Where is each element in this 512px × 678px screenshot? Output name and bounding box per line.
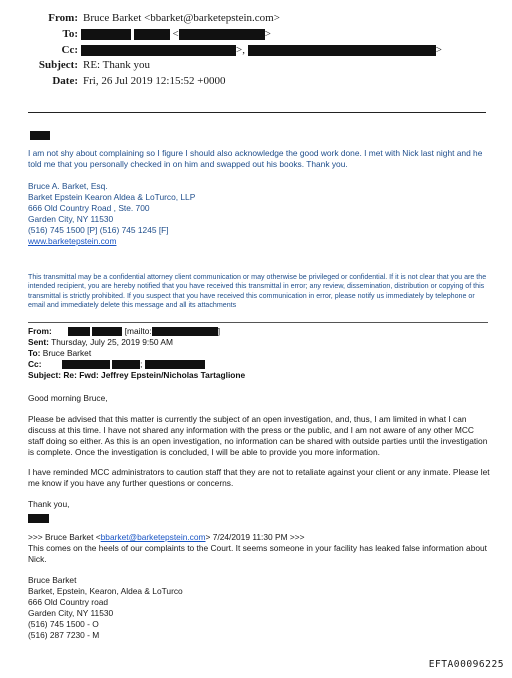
- from-value: Bruce Barket <bbarket@barketepstein.com>: [83, 12, 280, 24]
- quoted-greeting: Good morning Bruce,: [28, 393, 108, 403]
- website-link[interactable]: www.barketepstein.com: [28, 235, 117, 246]
- redaction-block: [68, 327, 90, 336]
- to-value: < >: [81, 28, 271, 40]
- reply-body: I am not shy about complaining so I figure I should also acknowledge the good work done. I met with Nick last night and he told me that you personally checked in on him and swapped out his books. Thank you.: [28, 148, 483, 169]
- redaction-block: [81, 45, 236, 56]
- quoted-sent-value: Thursday, July 25, 2019 9:50 AM: [51, 336, 173, 347]
- redaction-block: [62, 360, 110, 369]
- quoted-paragraph-1: Please be advised that this matter is currently the subject of an open investigation, and, thus, I am limited in what I can discuss at this time. I have not shared any information with the press or the public, and I am not aware of any other MCC staff doing so either. As this is an open investigation, no information can be shared with outside parties until the investigation is complete. Once the investigation is concluded, I will be able to provide you more information.: [28, 414, 488, 457]
- quoted-sender-redacted: [28, 510, 49, 528]
- confidentiality-disclaimer: This transmittal may be a confidential attorney client communication or may otherwise be privileged or confidential. If it is not clear that you are the intended recipient, you are hereby notified that you have received this transmittal in error; any review, dissemination, distribution or copying of this transmittal is strictly prohibited. If you suspect that you have received this communication in error, please notify us immediately by telephone or email and immediately delete this message and all its attachments: [28, 273, 487, 309]
- reply-signature: Bruce A. Barket, Esq. Barket Epstein Kearon Aldea & LoTurco, LLP 666 Old Country Road , Ste. 700 Garden City, NY 11530 (516) 745 1500 [P] (516) 745 1245 [F] www.barketepstein.com: [28, 181, 328, 246]
- quoted-closing: Thank you,: [28, 499, 70, 509]
- quoted-paragraph-2: I have reminded MCC administrators to caution staff that they are not to retaliate against your client or any inmate. Please let me know if you have any further questions or concerns.: [28, 467, 490, 488]
- redaction-block: [112, 360, 140, 369]
- subject-value: RE: Thank you: [83, 59, 151, 71]
- redaction-block: [92, 327, 122, 336]
- document-id: EFTA00096225: [428, 659, 504, 670]
- quoted-to-value: Bruce Barket: [42, 347, 92, 358]
- header-divider: [28, 112, 486, 113]
- cc-label: Cc:: [61, 44, 78, 56]
- quoted-subject-value: Re: Fwd: Jeffrey Epstein/Nicholas Tartaglione: [63, 369, 246, 380]
- to-label: To:: [62, 28, 78, 40]
- forward-header: >>> Bruce Barket <bbarket@barketepstein.com> 7/24/2019 11:30 PM >>>: [28, 532, 305, 542]
- redaction-block: [179, 29, 265, 40]
- redaction-block: [28, 514, 49, 523]
- reply-salutation-redacted: [30, 127, 50, 145]
- forward-body: This comes on the heels of our complaints to the Court. It seems someone in your facility has leaked false information about Nick.: [28, 543, 487, 564]
- forward-email-link[interactable]: bbarket@barketepstein.com: [100, 532, 206, 542]
- redaction-block: [152, 327, 218, 336]
- quoted-header: From: [mailto: ] Sent: Thursday, July 25, 2019 9:50 AM To: Bruce Barket Cc: ; Subject: Re: Fwd: Jeffrey Epstein/Nicholas Tartaglione: [28, 326, 246, 380]
- redaction-block: [248, 45, 436, 56]
- date-value: Fri, 26 Jul 2019 12:15:52 +0000: [83, 75, 226, 87]
- redaction-block: [81, 29, 131, 40]
- cc-value: >, >: [81, 44, 442, 56]
- date-label: Date:: [52, 75, 78, 87]
- redaction-block: [145, 360, 205, 369]
- redaction-block: [30, 131, 50, 140]
- redaction-block: [134, 29, 170, 40]
- forward-signature: Bruce Barket Barket, Epstein, Kearon, Aldea & LoTurco 666 Old Country road Garden City, NY 11530 (516) 745 1500 - O (516) 287 7230 - M: [28, 575, 183, 640]
- subject-label: Subject:: [38, 59, 78, 71]
- quoted-divider: [28, 322, 488, 323]
- from-label: From:: [48, 12, 78, 24]
